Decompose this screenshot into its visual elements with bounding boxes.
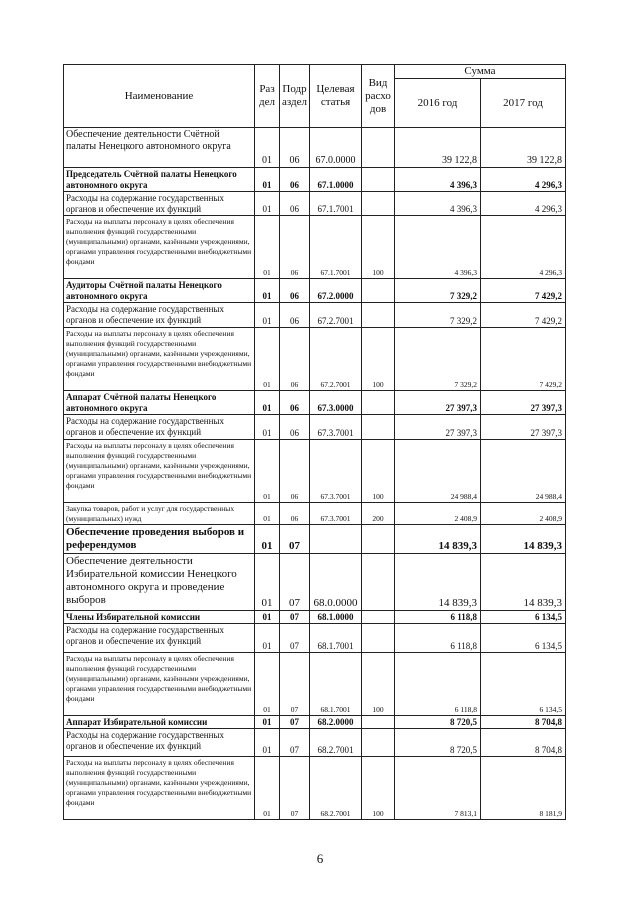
- row-target: 68.0.0000: [310, 554, 362, 611]
- row-value-2017: 6 134,5: [481, 653, 566, 716]
- budget-sheet: [63, 64, 565, 820]
- table-row: [64, 216, 566, 279]
- row-vid: [362, 729, 395, 757]
- table-row: [64, 328, 566, 391]
- row-razdel: 01: [255, 216, 280, 279]
- table-row: [64, 757, 566, 820]
- table-row: [64, 415, 566, 440]
- row-podrazdel: 07: [280, 624, 310, 653]
- row-value-2017: 39 122,8: [481, 128, 566, 168]
- row-value-2016: 7 329,2: [395, 279, 481, 303]
- row-razdel: 01: [255, 391, 280, 415]
- row-vid: [362, 415, 395, 440]
- row-name: Аппарат Избирательной комиссии: [64, 716, 255, 729]
- row-podrazdel: 06: [280, 328, 310, 391]
- row-podrazdel: 06: [280, 192, 310, 216]
- budget-table: [63, 64, 566, 820]
- row-vid: [362, 168, 395, 192]
- row-razdel: 01: [255, 611, 280, 624]
- row-razdel: 01: [255, 624, 280, 653]
- row-podrazdel: 07: [280, 716, 310, 729]
- row-name: Расходы на содержание государственных органов и обеспечение их функций: [64, 729, 255, 757]
- row-razdel: 01: [255, 653, 280, 716]
- table-row: [64, 611, 566, 624]
- row-podrazdel: 07: [280, 653, 310, 716]
- row-name: Члены Избирательной комиссии: [64, 611, 255, 624]
- row-value-2017: 4 296,3: [481, 168, 566, 192]
- header-podrazdel: Подр аздел: [280, 65, 310, 128]
- row-name: Закупка товаров, работ и услуг для государственных (муниципальных) нужд: [64, 503, 255, 525]
- row-razdel: 01: [255, 757, 280, 820]
- row-target: [310, 525, 362, 554]
- table-row: [64, 279, 566, 303]
- row-target: 67.3.7001: [310, 440, 362, 503]
- row-value-2016: 6 118,8: [395, 653, 481, 716]
- row-target: 67.1.0000: [310, 168, 362, 192]
- row-vid: [362, 624, 395, 653]
- row-name: Расходы на выплаты персоналу в целях обеспечения выполнения функций государственными (муниципальными) органами, казёнными учреждениями, органами управления государственными внебюджетными фондами: [64, 216, 255, 279]
- row-vid: 100: [362, 757, 395, 820]
- row-razdel: 01: [255, 729, 280, 757]
- row-value-2017: 2 408,9: [481, 503, 566, 525]
- row-name: Расходы на выплаты персоналу в целях обеспечения выполнения функций государственными (муниципальными) органами, казёнными учреждениями, органами управления государственными внебюджетными фондами: [64, 757, 255, 820]
- row-name: Обеспечение деятельности Избирательной комиссии Ненецкого автономного округа и проведение выборов: [64, 554, 255, 611]
- table-row: [64, 503, 566, 525]
- row-value-2017: 4 296,3: [481, 216, 566, 279]
- row-name: Расходы на выплаты персоналу в целях обеспечения выполнения функций государственными (муниципальными) органами, казёнными учреждениями, органами управления государственными внебюджетными фондами: [64, 440, 255, 503]
- header-target: Целевая статья: [310, 65, 362, 128]
- row-vid: [362, 525, 395, 554]
- header-razdel: Раз дел: [255, 65, 280, 128]
- row-target: 68.1.0000: [310, 611, 362, 624]
- row-name: Аудиторы Счётной палаты Ненецкого автономного округа: [64, 279, 255, 303]
- row-value-2016: 4 396,3: [395, 192, 481, 216]
- row-razdel: 01: [255, 328, 280, 391]
- row-value-2017: 8 704,8: [481, 716, 566, 729]
- row-vid: [362, 611, 395, 624]
- row-value-2016: 7 813,1: [395, 757, 481, 820]
- row-target: 67.3.0000: [310, 391, 362, 415]
- row-vid: [362, 554, 395, 611]
- row-podrazdel: 06: [280, 391, 310, 415]
- row-name: Расходы на содержание государственных органов и обеспечение их функций: [64, 624, 255, 653]
- row-value-2016: 14 839,3: [395, 525, 481, 554]
- row-razdel: 01: [255, 415, 280, 440]
- table-row: [64, 554, 566, 611]
- row-vid: [362, 192, 395, 216]
- row-razdel: 01: [255, 716, 280, 729]
- row-value-2017: 8 181,9: [481, 757, 566, 820]
- row-podrazdel: 07: [280, 729, 310, 757]
- row-vid: 100: [362, 328, 395, 391]
- row-razdel: 01: [255, 503, 280, 525]
- row-podrazdel: 06: [280, 216, 310, 279]
- row-razdel: 01: [255, 128, 280, 168]
- row-name: Аппарат Счётной палаты Ненецкого автономного округа: [64, 391, 255, 415]
- table-row: [64, 303, 566, 328]
- row-value-2016: 7 329,2: [395, 303, 481, 328]
- row-vid: [362, 391, 395, 415]
- table-row: [64, 653, 566, 716]
- row-value-2016: 6 118,8: [395, 624, 481, 653]
- row-target: 67.2.7001: [310, 303, 362, 328]
- table-row: [64, 168, 566, 192]
- row-podrazdel: 06: [280, 503, 310, 525]
- row-podrazdel: 06: [280, 415, 310, 440]
- table-row: [64, 128, 566, 168]
- table-row: [64, 729, 566, 757]
- row-vid: 100: [362, 216, 395, 279]
- row-razdel: 01: [255, 525, 280, 554]
- row-podrazdel: 06: [280, 128, 310, 168]
- row-value-2016: 39 122,8: [395, 128, 481, 168]
- row-razdel: 01: [255, 554, 280, 611]
- row-name: Расходы на содержание государственных органов и обеспечение их функций: [64, 192, 255, 216]
- row-value-2017: 14 839,3: [481, 525, 566, 554]
- row-razdel: 01: [255, 168, 280, 192]
- row-value-2016: 7 329,2: [395, 328, 481, 391]
- row-podrazdel: 07: [280, 525, 310, 554]
- row-value-2016: 8 720,5: [395, 716, 481, 729]
- row-razdel: 01: [255, 279, 280, 303]
- row-target: 67.2.0000: [310, 279, 362, 303]
- header-sum: Сумма: [395, 65, 566, 79]
- row-target: 68.1.7001: [310, 624, 362, 653]
- row-target: 67.3.7001: [310, 415, 362, 440]
- row-podrazdel: 07: [280, 554, 310, 611]
- row-value-2017: 24 988,4: [481, 440, 566, 503]
- row-value-2016: 4 396,3: [395, 216, 481, 279]
- row-podrazdel: 06: [280, 303, 310, 328]
- row-value-2016: 27 397,3: [395, 415, 481, 440]
- row-podrazdel: 06: [280, 440, 310, 503]
- row-target: 67.0.0000: [310, 128, 362, 168]
- row-value-2016: 27 397,3: [395, 391, 481, 415]
- row-value-2016: 24 988,4: [395, 440, 481, 503]
- row-vid: 100: [362, 653, 395, 716]
- row-target: 67.3.7001: [310, 503, 362, 525]
- header-2016: 2016 год: [395, 79, 481, 128]
- row-podrazdel: 07: [280, 757, 310, 820]
- row-name: Расходы на содержание государственных органов и обеспечение их функций: [64, 415, 255, 440]
- row-value-2017: 27 397,3: [481, 391, 566, 415]
- row-value-2017: 6 134,5: [481, 624, 566, 653]
- row-name: Обеспечение проведения выборов и референдумов: [64, 525, 255, 554]
- row-target: 68.2.0000: [310, 716, 362, 729]
- row-podrazdel: 07: [280, 611, 310, 624]
- row-name: Расходы на содержание государственных органов и обеспечение их функций: [64, 303, 255, 328]
- row-vid: 100: [362, 440, 395, 503]
- table-row: [64, 624, 566, 653]
- row-name: Обеспечение деятельности Счётной палаты Ненецкого автономного округа: [64, 128, 255, 168]
- row-value-2017: 6 134,5: [481, 611, 566, 624]
- row-value-2016: 2 408,9: [395, 503, 481, 525]
- row-name: Председатель Счётной палаты Ненецкого автономного округа: [64, 168, 255, 192]
- row-value-2017: 27 397,3: [481, 415, 566, 440]
- table-row: [64, 440, 566, 503]
- row-name: Расходы на выплаты персоналу в целях обеспечения выполнения функций государственными (муниципальными) органами, казёнными учреждениями, органами управления государственными внебюджетными фондами: [64, 328, 255, 391]
- row-value-2017: 7 429,2: [481, 328, 566, 391]
- row-target: 67.2.7001: [310, 328, 362, 391]
- row-value-2017: 4 296,3: [481, 192, 566, 216]
- row-value-2016: 8 720,5: [395, 729, 481, 757]
- table-row: [64, 525, 566, 554]
- row-razdel: 01: [255, 303, 280, 328]
- row-name: Расходы на выплаты персоналу в целях обеспечения выполнения функций государственными (муниципальными) органами, казёнными учреждениями, органами управления государственными внебюджетными фондами: [64, 653, 255, 716]
- row-value-2017: 7 429,2: [481, 279, 566, 303]
- row-target: 68.2.7001: [310, 757, 362, 820]
- row-vid: [362, 279, 395, 303]
- header-name: Наименование: [64, 65, 255, 128]
- header-2017: 2017 год: [481, 79, 566, 128]
- row-value-2017: 7 429,2: [481, 303, 566, 328]
- row-target: 67.1.7001: [310, 192, 362, 216]
- header-vid: Вид расхо дов: [362, 65, 395, 128]
- row-razdel: 01: [255, 440, 280, 503]
- row-vid: [362, 716, 395, 729]
- row-value-2016: 14 839,3: [395, 554, 481, 611]
- table-row: [64, 192, 566, 216]
- table-row: [64, 391, 566, 415]
- row-vid: [362, 128, 395, 168]
- row-value-2016: 4 396,3: [395, 168, 481, 192]
- row-vid: 200: [362, 503, 395, 525]
- row-target: 68.2.7001: [310, 729, 362, 757]
- row-podrazdel: 06: [280, 168, 310, 192]
- row-value-2017: 8 704,8: [481, 729, 566, 757]
- row-vid: [362, 303, 395, 328]
- row-value-2016: 6 118,8: [395, 611, 481, 624]
- page-number: 6: [316, 851, 324, 866]
- row-value-2017: 14 839,3: [481, 554, 566, 611]
- row-target: 68.1.7001: [310, 653, 362, 716]
- row-target: 67.1.7001: [310, 216, 362, 279]
- table-body: [64, 128, 566, 820]
- table-row: [64, 716, 566, 729]
- row-podrazdel: 06: [280, 279, 310, 303]
- row-razdel: 01: [255, 192, 280, 216]
